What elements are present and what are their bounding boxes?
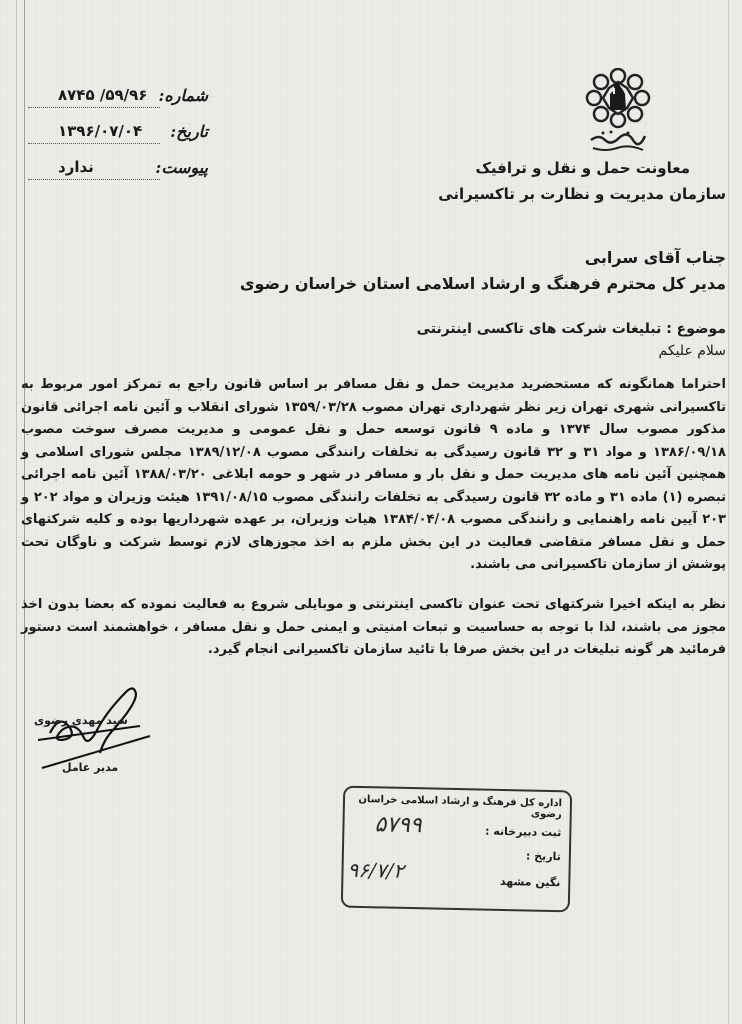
stamp-registration-label: ثبت دبیرخانه : (484, 824, 562, 840)
body-paragraph-2: نظر به اینکه اخیرا شرکتهای تحت عنوان تاکسی اینترنتی و موبایلی شروع به فعالیت نموده که بعضا بدون اخذ مجوز می باشند، لذا با توجه به حساسیت و تبعات امنیتی و ایمنی حمل و نقل مسافر ، خواهشمند است دستور فرمائید هر گونه تبلیغات در این بخش صرفا با تائید سازمان تاکسیرانی انجام گیرد. (21, 597, 726, 657)
organization-name: سازمان مدیریت و نظارت بر تاکسیرانی (438, 185, 726, 203)
attachment-field (28, 154, 208, 190)
stamp-registration-value: ۵۷۹۹ (374, 812, 423, 839)
date-value: ۱۳۹۶/۰۷/۰۴ (58, 122, 143, 140)
dotted-line (28, 107, 160, 108)
margin-line (728, 0, 729, 1024)
dotted-line (28, 143, 160, 144)
stamp-title: اداره کل فرهنگ و ارشاد اسلامی خراسان رضوی (358, 793, 563, 821)
receipt-stamp (341, 786, 573, 913)
addressee-name: جناب آقای سرابی (584, 248, 726, 267)
signatory-name: سید مهدی رضوی (34, 714, 128, 727)
margin-line (16, 0, 17, 1024)
number-label: شماره: (158, 86, 208, 105)
attachment-label: پیوست: (155, 158, 208, 177)
subject-line: موضوع : تبلیغات شرکت های تاکسی اینترنتی (416, 321, 726, 337)
stamp-date-value: ۹۶/۷/۲ (347, 857, 405, 883)
flower-emblem-icon (583, 68, 653, 158)
letterhead (438, 155, 726, 207)
attachment-value: ندارد (58, 158, 94, 176)
signatory-title: مدیر عامل (62, 761, 119, 774)
letter-meta (28, 82, 208, 190)
subject-block (26, 318, 726, 362)
department-name: معاونت حمل و نقل و ترافیک (475, 159, 690, 177)
stamp-city-label: نگین مشهد (499, 874, 561, 890)
addressee-title: مدیر کل محترم فرهنگ و ارشاد اسلامی استان خراسان رضوی (239, 274, 726, 293)
date-field (28, 118, 208, 154)
number-field (28, 82, 208, 118)
municipality-logo (583, 68, 653, 158)
body-paragraph-1: احتراما همانگونه که مستحضرید مدیریت حمل و نقل مسافر بر اساس قانون راجع به تمرکز امور مربوط به تاکسیرانی شهری تهران زیر نظر شهرداری تهران مصوب ۱۳۵۹/۰۳/۲۸ شورای انقلاب و آئین نامه اجرائی قانون مذکور مصوب سال ۱۳۷۴ و ماده ۹ قانون توسعه حمل و نقل عمومی و مدیریت مصرف سوخت مصوب ۱۳۸۶/۰۹/۱۸ و مواد ۳۱ و ۳۲ قانون رسیدگی به تخلفات رانندگی مصوب ۱۳۸۹/۱۲/۰۸ مجلس شورای اسلامی و همچنین آئین نامه های مدیریت حمل و نقل بار و مسافر در شهر و حومه ابلاغی ۱۳۸۸/۰۳/۲۰ آئین نامه اجرائی تبصره (۱) ماده ۳۱ و ماده ۳۲ قانون رسیدگی به تخلفات رانندگی مصوب ۱۳۹۱/۰۸/۱۵ هیئت وزیران و مواد ۲۰۲ و ۲۰۳ آیین نامه راهنمایی و رانندگی مصوب ۱۳۸۴/۰۴/۰۸ هیات وزیران، بر عهده شهرداریها بوده و کلیه شرکتهای حمل و نقل مسافر متقاضی فعالیت در این بخش ملزم به اخذ مجوزهای لازم توسط شرکت و ناوگان تحت پوشش از سازمان تاکسیرانی می باشند. (21, 377, 727, 572)
greeting: سلام علیکم (658, 343, 726, 359)
dotted-line (28, 179, 160, 180)
number-value: ۵۹/۹۶/ ۸۷۴۵ (58, 86, 148, 104)
stamp-date-label: تاریخ : (525, 849, 561, 864)
addressee-block (26, 245, 726, 297)
date-label: تاریخ: (170, 122, 208, 141)
